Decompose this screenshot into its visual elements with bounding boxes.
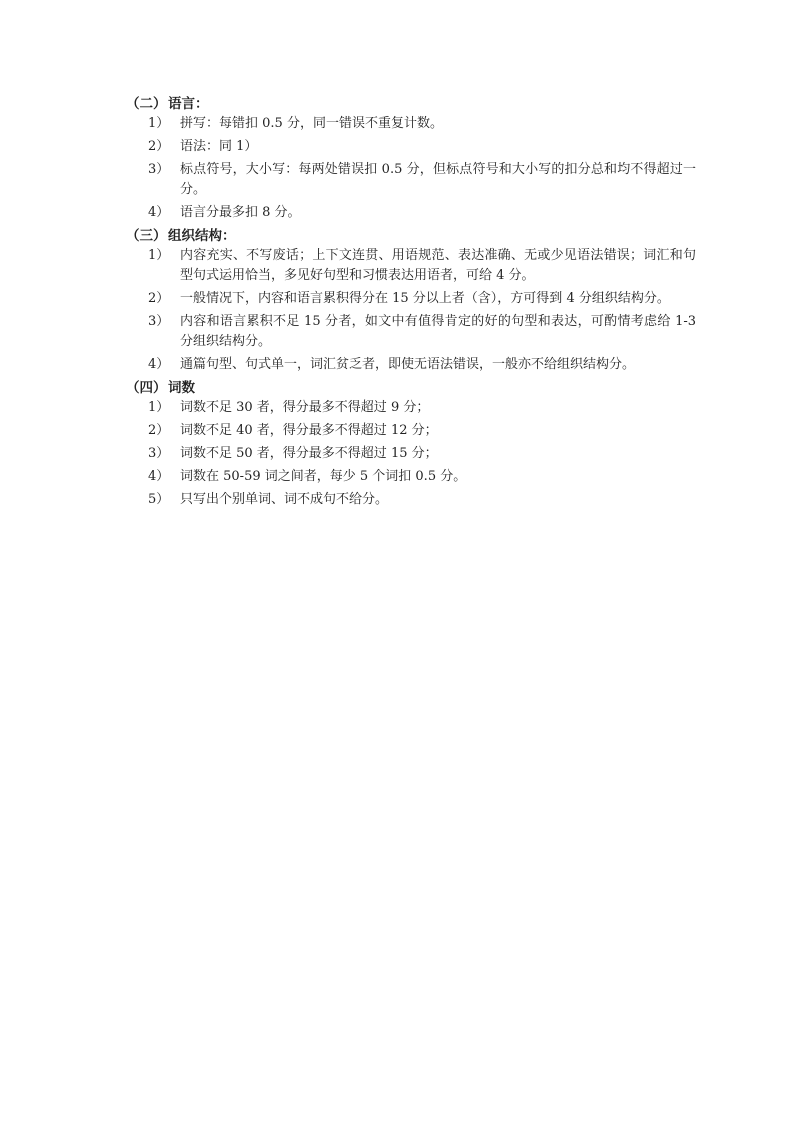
- item-text: 标点符号，大小写：每两处错误扣 0.5 分，但标点符号和大小写的扣分总和均不得超过一分。: [180, 162, 696, 197]
- section-word-count: [126, 378, 696, 510]
- list-item: [126, 444, 696, 464]
- list-item: [126, 421, 696, 441]
- item-text: 词数不足 30 者，得分最多不得超过 9 分；: [180, 400, 430, 415]
- item-number: 2）: [148, 423, 170, 438]
- item-number: 1）: [148, 116, 170, 131]
- section-heading: [126, 378, 696, 398]
- list-item: [126, 160, 696, 200]
- item-number: 3）: [148, 314, 170, 329]
- section-heading: [126, 94, 696, 114]
- list-item: [126, 203, 696, 223]
- item-text: 内容充实、不写废话；上下文连贯、用语规范、表达准确、无或少见语法错误；词汇和句型句式运用恰当，多见好句型和习惯表达用语者，可给 4 分。: [180, 248, 696, 283]
- item-text: 内容和语言累积不足 15 分者，如文中有值得肯定的好的句型和表达，可酌情考虑给 1-3 分组织结构分。: [180, 314, 696, 349]
- item-number: 2）: [148, 139, 170, 154]
- section-heading: [126, 226, 696, 246]
- item-text: 词数不足 50 者，得分最多不得超过 15 分；: [180, 446, 438, 461]
- item-text: 只写出个别单词、词不成句不给分。: [180, 492, 389, 507]
- section-language: [126, 94, 696, 223]
- list-item: [126, 289, 696, 309]
- list-item: [126, 490, 696, 510]
- section-number: （二）: [126, 96, 167, 112]
- list-item: [126, 312, 696, 352]
- item-number: 4）: [148, 357, 170, 372]
- item-number: 1）: [148, 248, 170, 263]
- section-organization: [126, 226, 696, 375]
- item-number: 5）: [148, 492, 170, 507]
- item-number: 4）: [148, 205, 170, 220]
- item-text: 词数不足 40 者，得分最多不得超过 12 分；: [180, 423, 438, 438]
- item-number: 1）: [148, 400, 170, 415]
- list-item: [126, 398, 696, 418]
- item-number: 3）: [148, 446, 170, 461]
- section-title: 语言：: [168, 96, 209, 112]
- item-text: 拼写：每错扣 0.5 分，同一错误不重复计数。: [180, 116, 443, 131]
- list-item: [126, 246, 696, 286]
- section-title: 词数: [168, 380, 195, 396]
- item-number: 2）: [148, 291, 170, 306]
- item-text: 一般情况下，内容和语言累积得分在 15 分以上者（含），方可得到 4 分组织结构分。: [180, 291, 670, 306]
- list-item: [126, 467, 696, 487]
- item-text: 语法：同 1）: [180, 139, 258, 154]
- list-item: [126, 114, 696, 134]
- item-text: 语言分最多扣 8 分。: [180, 205, 301, 220]
- section-title: 组织结构：: [168, 228, 236, 244]
- section-number: （四）: [126, 380, 167, 396]
- item-number: 3）: [148, 162, 170, 177]
- item-number: 4）: [148, 469, 170, 484]
- section-number: （三）: [126, 228, 167, 244]
- list-item: [126, 137, 696, 157]
- item-text: 通篇句型、句式单一，词汇贫乏者，即使无语法错误，一般亦不给组织结构分。: [180, 357, 636, 372]
- item-text: 词数在 50-59 词之间者，每少 5 个词扣 0.5 分。: [180, 469, 467, 484]
- list-item: [126, 355, 696, 375]
- document-content: [126, 94, 696, 513]
